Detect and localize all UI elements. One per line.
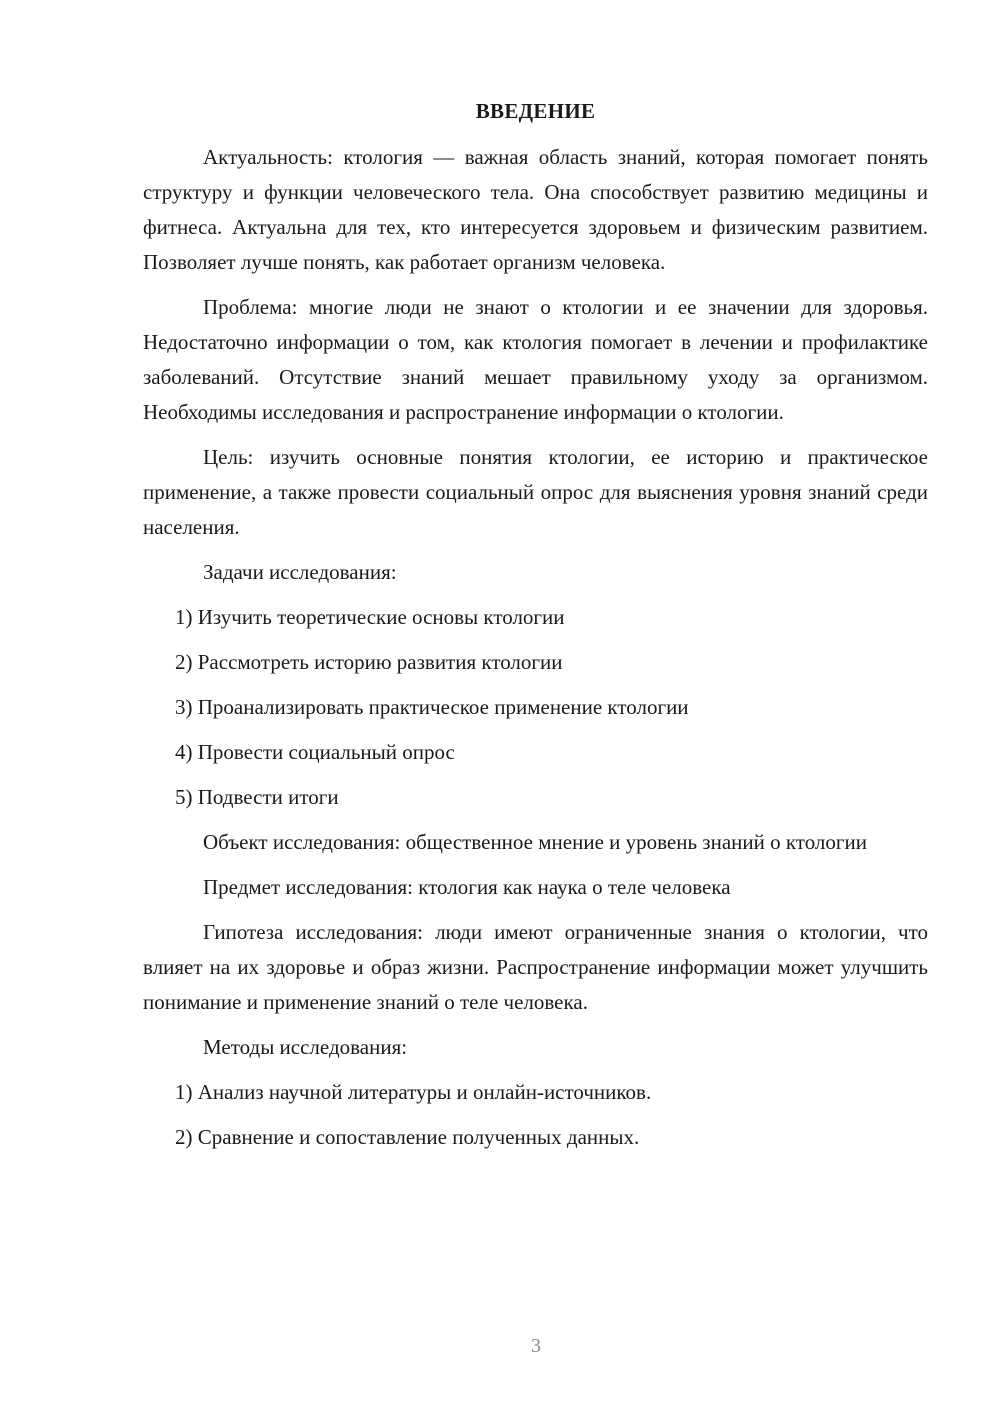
task-item: 4) Провести социальный опрос (175, 740, 455, 764)
tasks-heading: Задачи исследования: (203, 560, 397, 584)
task-item: 2) Рассмотреть историю развития ктологии (175, 650, 563, 674)
task-item: 1) Изучить теоретические основы ктологии (175, 605, 565, 629)
method-item: 1) Анализ научной литературы и онлайн-источников. (175, 1080, 652, 1104)
hypothesis-paragraph: Гипотеза исследования: люди имеют ограниченные знания о ктологии, что влияет на их здоровье и образ жизни. Распространение информации может улучшить понимание и применение знаний о теле человека. (143, 920, 928, 1014)
relevance-paragraph: Актуальность: ктология — важная область знаний, которая помогает понять структуру и функции человеческого тела. Она способствует развитию медицины и фитнеса. Актуальна для тех, кто интересуется здоровьем и физическим развитием. Позволяет лучше понять, как работает организм человека. (143, 145, 928, 274)
document-page (143, 96, 928, 1165)
method-item: 2) Сравнение и сопоставление полученных данных. (175, 1125, 640, 1149)
goal-paragraph: Цель: изучить основные понятия ктологии, ее историю и практическое применение, а также провести социальный опрос для выяснения уровня знаний среди населения. (143, 445, 928, 539)
subject-paragraph: Предмет исследования: ктология как наука о теле человека (203, 875, 731, 899)
object-paragraph: Объект исследования: общественное мнение и уровень знаний о ктологии (203, 830, 867, 854)
task-item: 3) Проанализировать практическое применение ктологии (175, 695, 689, 719)
page-number: 3 (531, 1335, 541, 1357)
methods-heading: Методы исследования: (203, 1035, 408, 1059)
section-title: ВВЕДЕНИЕ (475, 99, 596, 123)
problem-paragraph: Проблема: многие люди не знают о ктологии и ее значении для здоровья. Недостаточно информации о том, как ктология помогает в лечении и профилактике заболеваний. Отсутствие знаний мешает правильному уходу за организмом. Необходимы исследования и распространение информации о ктологии. (143, 295, 928, 424)
task-item: 5) Подвести итоги (175, 785, 339, 809)
